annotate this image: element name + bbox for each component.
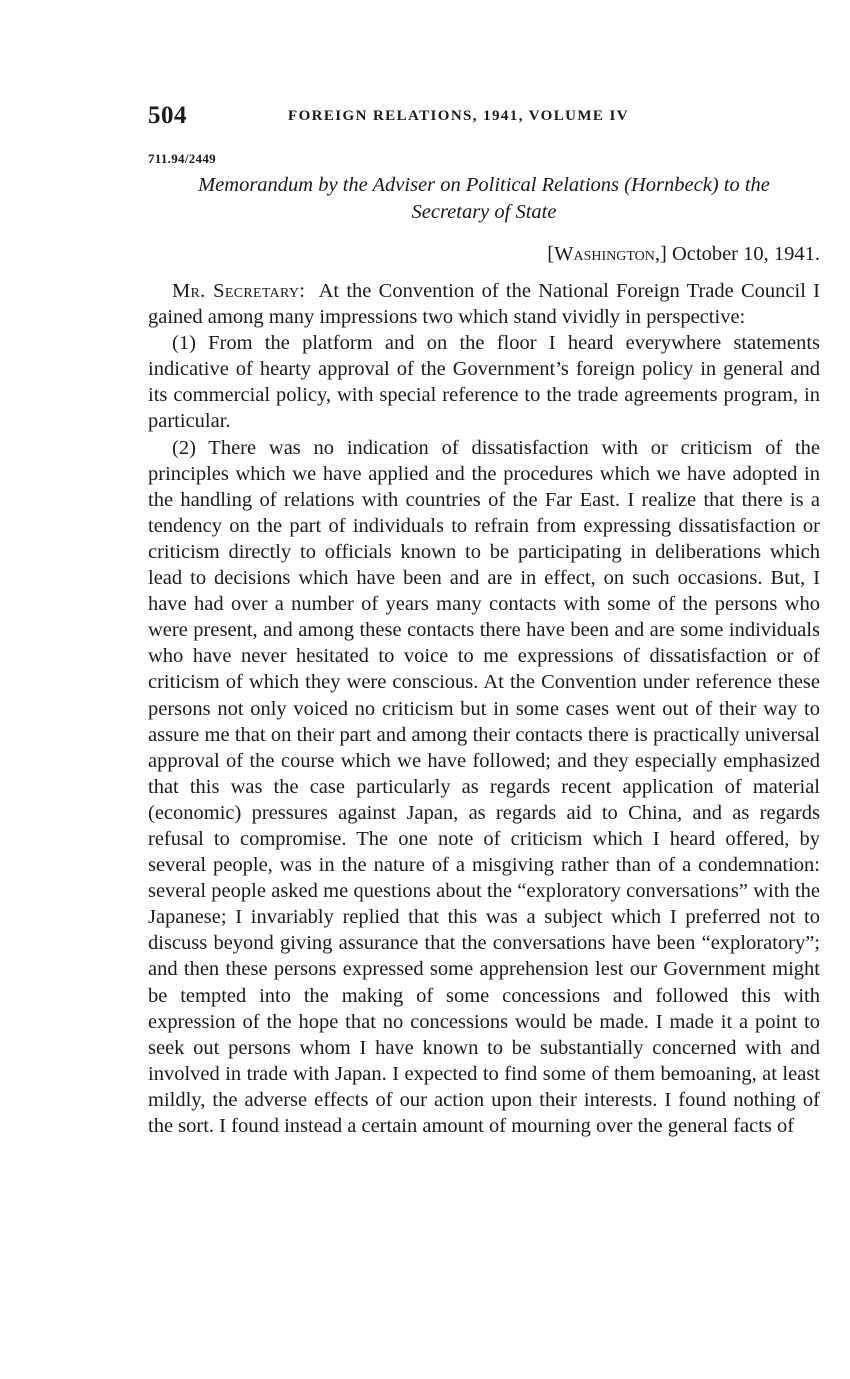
- running-head: [148, 100, 820, 136]
- file-number: 711.94/2449: [148, 151, 216, 166]
- document-title: [148, 172, 820, 226]
- document-title-line-2: Secretary of State: [411, 201, 557, 223]
- document-title-line-1: Memorandum by the Adviser on Political Relations (Hornbeck) to the: [198, 174, 770, 196]
- paragraph-3: (2) There was no indication of dissatisfaction with or criticism of the principles which we have applied and the procedures which we have adopted in the handling of relations with countries of the Far East. I realize that there is a tendency on the part of individuals to refrain from expressing dissatisfaction or criticism directly to officials known to be participating in deliberations which lead to decisions which have been and are in effect, on such occasions. But, I have had over a number of years many contacts with some of the persons who were present, and among these contacts there have been and are some individuals who have never hesitated to voice to me expressions of dissatisfaction or of criticism of which they were conscious. At the Convention under reference these persons not only voiced no criticism but in some cases went out of their way to assure me that on their part and among their contacts there is practically universal approval of the course which we have followed; and they especially emphasized that this was the case particularly as regards recent application of material (economic) pressures against Japan, as regards aid to China, and as regards refusal to compromise. The one note of criticism which I heard offered, by several people, was in the nature of a misgiving rather than of a condemnation: several people asked me questions about the “exploratory conversations” with the Japanese; I invariably replied that this was a subject which I preferred not to discuss beyond giving assurance that the conversations have been “exploratory”; and then these persons expressed some apprehension lest our Government might be tempted into the making of some concessions and followed this with expression of the hope that no concessions would be made. I made it a point to seek out persons whom I have known to be substantially concerned with and involved in trade with Japan. I expected to find some of them bemoaning, at least mildly, the adverse effects of our action upon their interests. I found nothing of the sort. I found instead a certain amount of mourning over the general facts of: [148, 436, 820, 1137]
- running-title: FOREIGN RELATIONS, 1941, VOLUME IV: [288, 108, 629, 124]
- paragraph-2: (1) From the platform and on the floor I heard everywhere statements indicative of hearty approval of the Government’s foreign policy in general and its commercial policy, with special reference to the trade agreements program, in particular.: [148, 332, 820, 433]
- salutation: Mr. Secretary:: [172, 280, 306, 302]
- paragraph-1-text: At the Convention of the National Foreign Trade Council I gained among many impressions two which stand vividly in perspective:: [148, 280, 820, 329]
- dateline-place: [Washington,]: [547, 243, 667, 265]
- dateline-date: October 10, 1941.: [671, 243, 820, 265]
- paragraph-opening: [148, 278, 820, 330]
- dateline: [547, 243, 820, 266]
- memorandum-body: [148, 278, 820, 1139]
- page-number: 504: [148, 102, 187, 129]
